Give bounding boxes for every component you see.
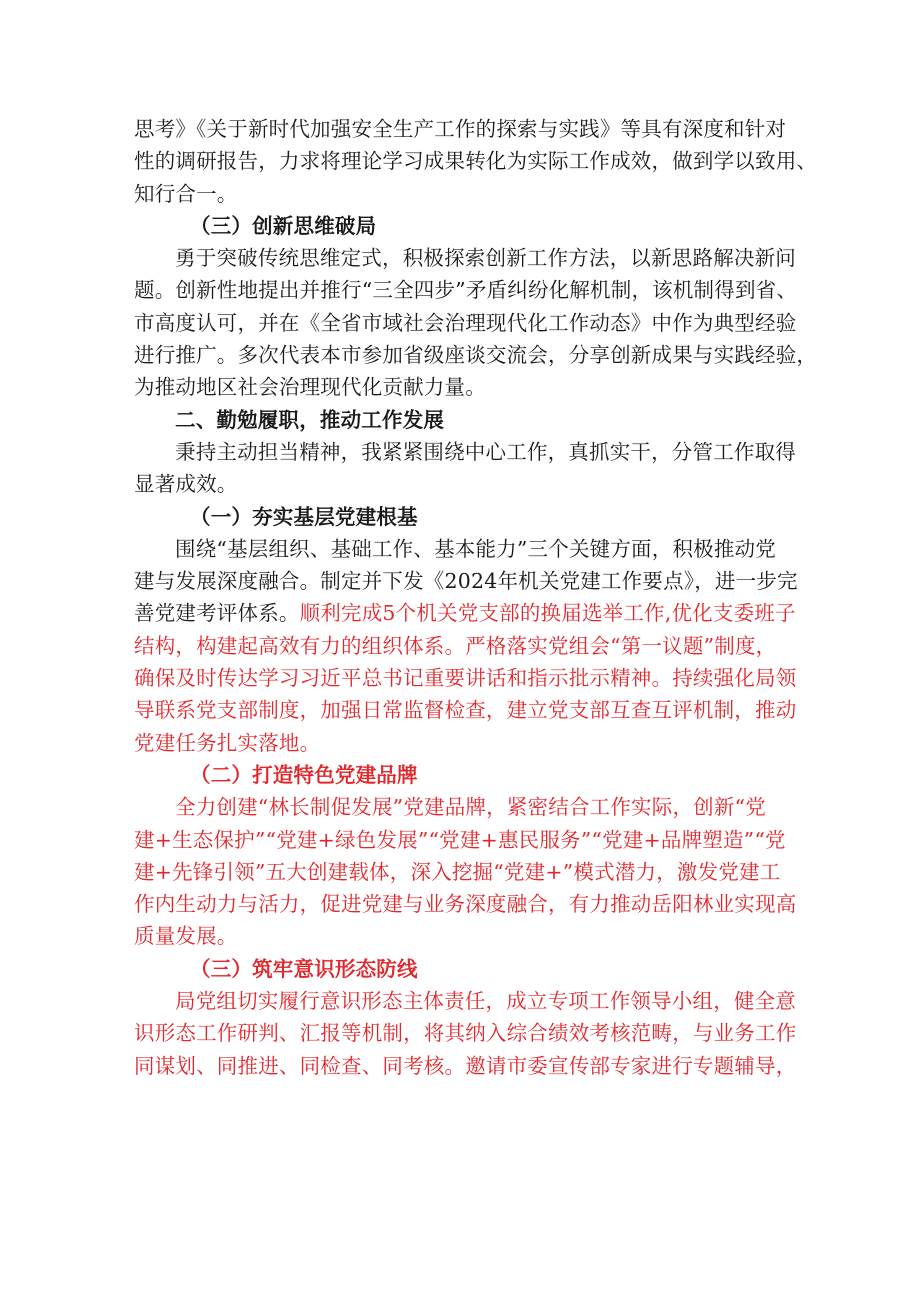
highlighted-text: （二）打造特色党建品牌 xyxy=(190,762,418,787)
body-line xyxy=(134,145,818,177)
subsection-heading xyxy=(134,210,794,242)
highlighted-text: 确保及时传达学习习近平总书记重要讲话和指示批示精神。持续强化局领 xyxy=(134,666,797,691)
highlighted-text: 识形态工作研判、汇报等机制，将其纳入综合绩效考核范畴，与业务工作 xyxy=(134,1021,797,1046)
text-segment: （三）创新思维破局 xyxy=(190,213,377,238)
subsection-heading xyxy=(134,953,794,985)
subsection-heading xyxy=(134,759,794,791)
text-segment: 进行推广。多次代表本市参加省级座谈交流会，分享创新成果与实践经验， xyxy=(134,343,818,368)
highlighted-text: 作内生动力与活力，促进党建与业务深度融合，有力推动岳阳林业实现高 xyxy=(134,892,797,917)
highlighted-text: 局党组切实履行意识形态主体责任，成立专项工作领导小组，健全意 xyxy=(175,989,796,1014)
body-line xyxy=(134,1017,797,1049)
body-line xyxy=(134,565,798,597)
text-segment: （一）夯实基层党建根基 xyxy=(190,504,418,529)
subsection-heading xyxy=(134,501,794,533)
body-line xyxy=(134,662,797,694)
text-segment: 思考》《关于新时代加强安全生产工作的探索与实践》等具有深度和针对 xyxy=(134,117,787,141)
body-line xyxy=(134,920,794,952)
body-line xyxy=(134,371,794,403)
highlighted-text: 结构，构建起高效有力的组织体系。严格落实党组会“第一议题”制度， xyxy=(134,633,777,658)
highlighted-text: 质量发展。 xyxy=(134,924,238,949)
body-line xyxy=(134,178,794,210)
highlighted-text: 顺利完成5个机关党支部的换届选举工作,优化支委班子 xyxy=(299,601,796,626)
body-line xyxy=(134,727,794,759)
text-segment: 知行合一。 xyxy=(134,181,238,206)
text-segment: 秉持主动担当精神，我紧紧围绕中心工作，真抓实干，分管工作取得 xyxy=(175,439,796,464)
text-segment: 围绕“基层组织、基础工作、基本能力”三个关键方面，积极推动党 xyxy=(175,536,776,561)
body-line xyxy=(134,630,794,662)
highlighted-text: 建+先锋引领”五大创建载体，深入挖掘“党建+”模式潜力，激发党建工 xyxy=(134,859,781,884)
body-line xyxy=(134,307,797,339)
text-segment: 为推动地区社会治理现代化贡献力量。 xyxy=(134,375,486,400)
body-line xyxy=(134,888,797,920)
highlighted-text: （三）筑牢意识形态防线 xyxy=(190,956,418,981)
text-segment: 善党建考评体系。 xyxy=(134,601,300,626)
highlighted-text: 建+生态保护”“党建+绿色发展”“党建+惠民服务”“党建+品牌塑造”“党 xyxy=(134,827,786,852)
text-segment: 勇于突破传统思维定式，积极探索创新工作方法，以新思路解决新问 xyxy=(175,246,796,271)
body-line xyxy=(134,856,794,888)
highlighted-text: 导联系党支部制度，加强日常监督检查，建立党支部互查互评机制，推动 xyxy=(134,698,797,723)
text-segment: 二、勤勉履职，推动工作发展 xyxy=(175,407,445,432)
text-segment: 显著成效。 xyxy=(134,472,238,497)
paragraph-first-line xyxy=(134,533,794,565)
body-line xyxy=(134,274,798,306)
section-heading xyxy=(134,404,794,436)
text-segment: 题。创新性地提出并推行“三全四步”矛盾纠纷化解机制，该机制得到省、 xyxy=(134,278,798,303)
paragraph-first-line xyxy=(134,242,794,274)
highlighted-text: 党建任务扎实落地。 xyxy=(134,730,321,755)
paragraph-first-line xyxy=(134,985,794,1017)
paragraph-first-line xyxy=(134,436,794,468)
body-line xyxy=(134,468,794,500)
paragraph-first-line xyxy=(134,791,794,823)
body-line xyxy=(134,1050,797,1082)
highlighted-text: 全力创建“林长制促发展”党建品牌，紧密结合工作实际，创新“党 xyxy=(175,795,766,820)
document-page xyxy=(134,113,818,1082)
body-line xyxy=(134,694,797,726)
text-segment: 性的调研报告，力求将理论学习成果转化为实际工作成效，做到学以致用、 xyxy=(134,149,818,174)
body-line xyxy=(134,824,794,856)
body-line xyxy=(134,339,818,371)
highlighted-text: 同谋划、同推进、同检查、同考核。邀请市委宣传部专家进行专题辅导， xyxy=(134,1053,797,1078)
body-line xyxy=(134,597,794,629)
text-segment: 建与发展深度融合。制定并下发《2024年机关党建工作要点》，进一步完 xyxy=(134,569,798,594)
body-line xyxy=(134,113,794,145)
text-segment: 市高度认可，并在《全省市域社会治理现代化工作动态》中作为典型经验 xyxy=(134,310,797,335)
